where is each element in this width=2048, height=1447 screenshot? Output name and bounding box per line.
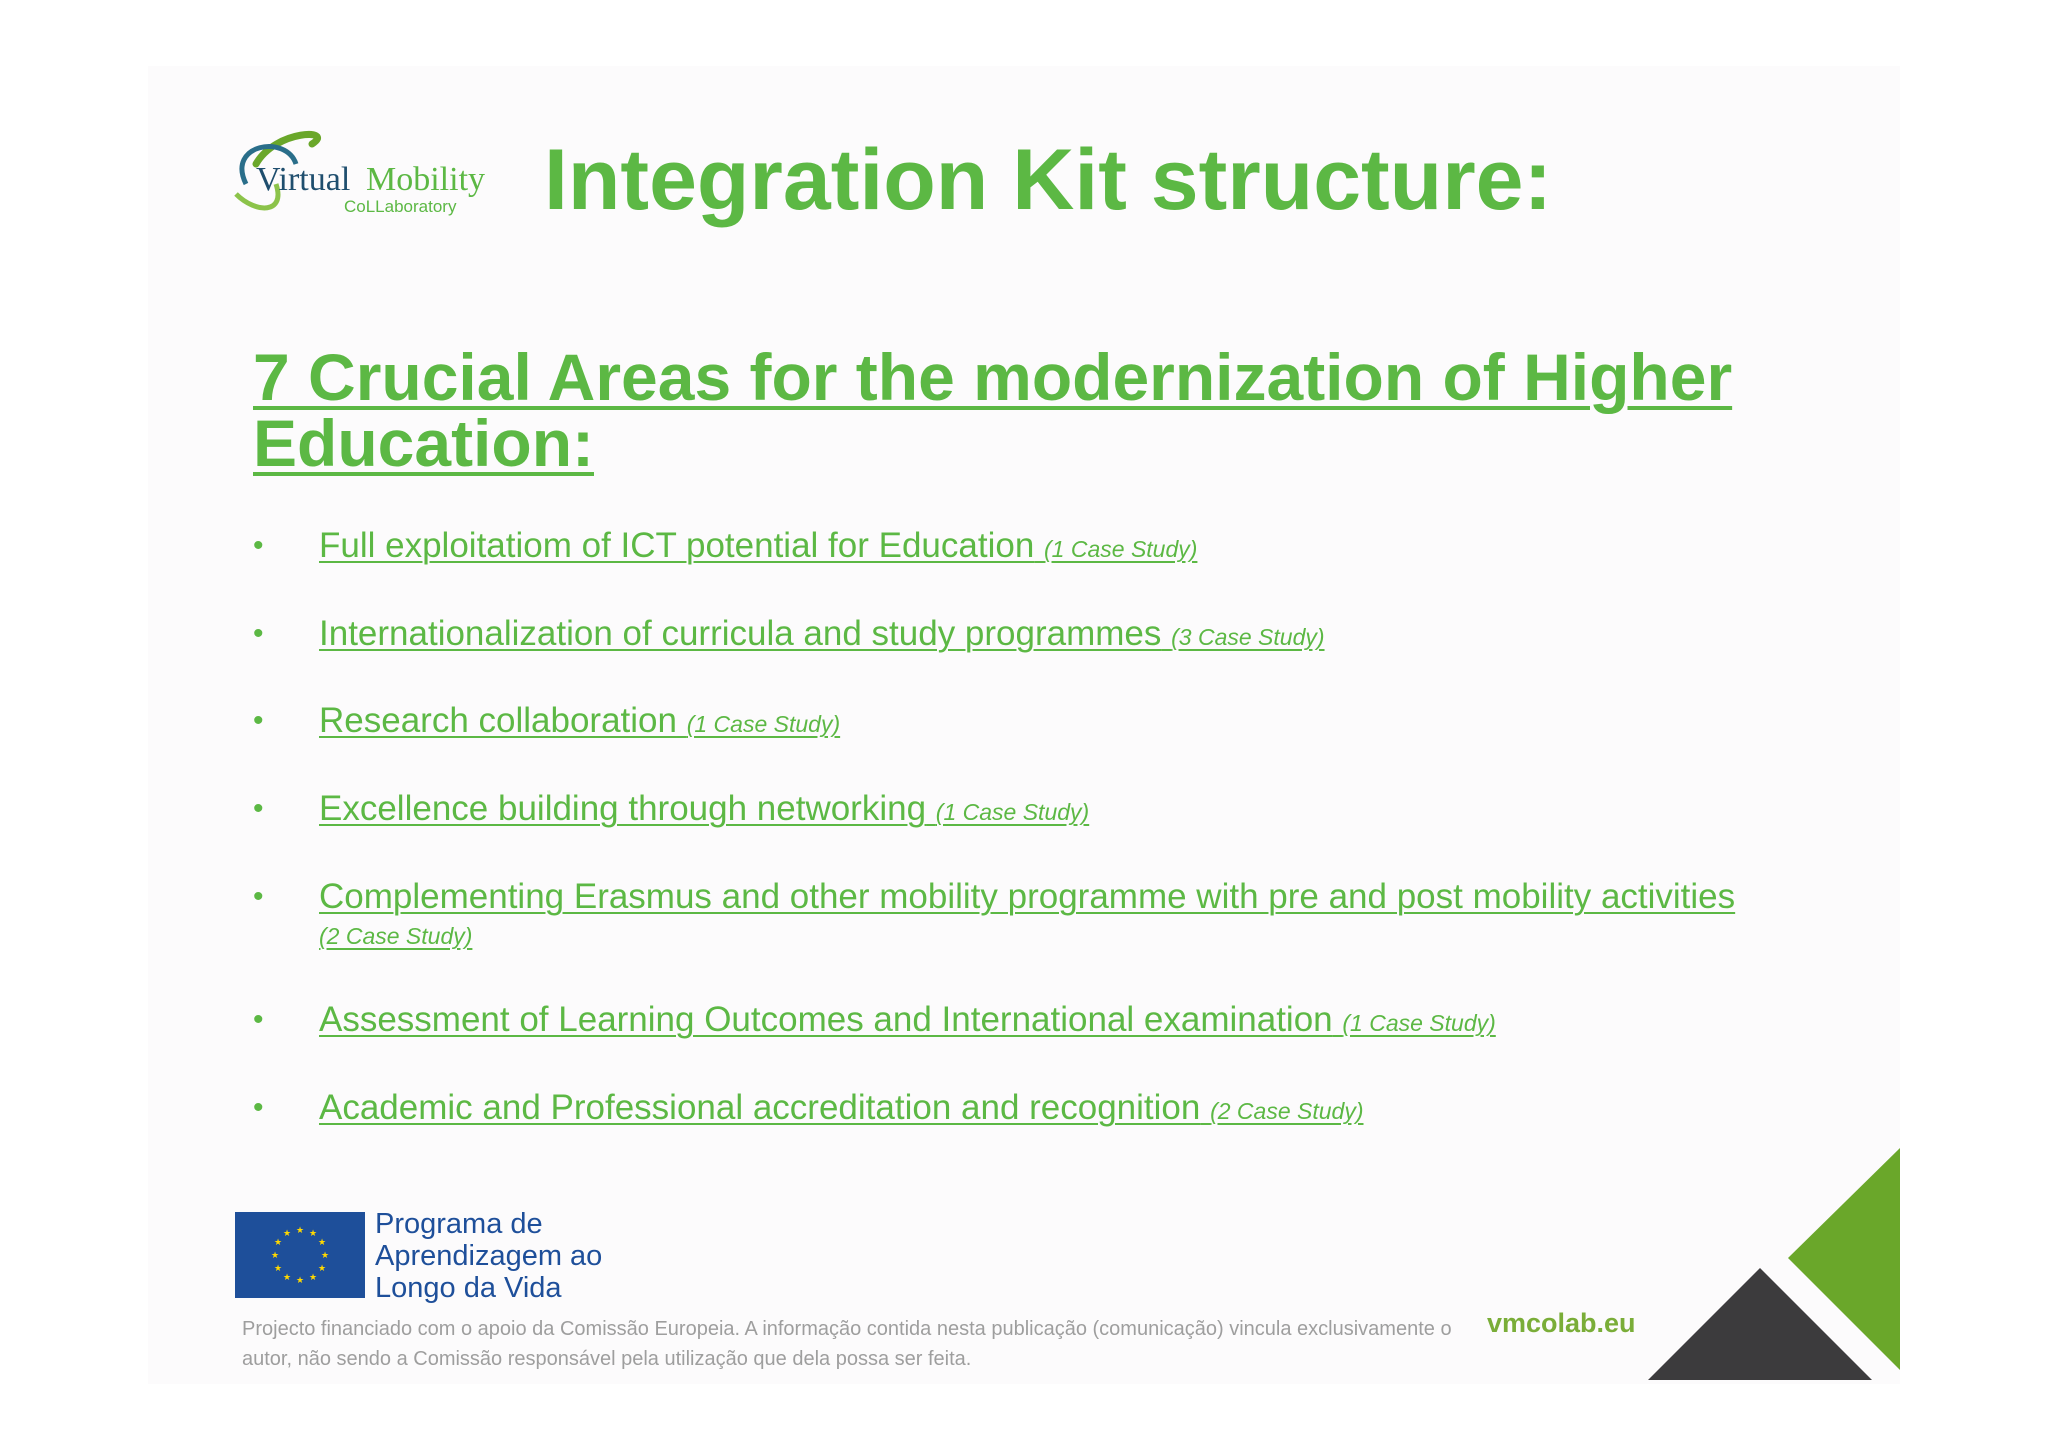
funding-disclaimer: Projecto financiado com o apoio da Comissão Europeia. A informação contida nesta publicação (comunicação) vincula exclusivamente o autor, não sendo a Comissão responsável pela utilização que dela possa ser feita. (242, 1318, 1452, 1370)
virtual-mobility-logo (216, 124, 522, 234)
svg-text:★: ★ (273, 1238, 283, 1248)
svg-text:★: ★ (270, 1251, 280, 1261)
section-heading: 7 Crucial Areas for the modernization of Higher Education: (253, 340, 1733, 480)
website-link[interactable]: vmcolab.eu (1487, 1308, 1636, 1338)
svg-text:★: ★ (317, 1264, 327, 1274)
eu-flag-icon (235, 1212, 365, 1298)
bullet: • (253, 792, 264, 825)
area-link[interactable]: Assessment of Learning Outcomes and International examination (1 Case Study) (319, 1000, 1496, 1039)
area-link[interactable]: Full exploitatiom of ICT potential for Education (1 Case Study) (319, 526, 1198, 565)
page-title: Integration Kit structure: (544, 132, 1553, 228)
svg-text:★: ★ (273, 1264, 283, 1274)
corner-triangles-decoration (1640, 1140, 1900, 1380)
area-link[interactable]: Academic and Professional accreditation and recognition (2 Case Study) (319, 1088, 1364, 1127)
svg-text:Virtual: Virtual (256, 161, 351, 198)
area-link[interactable]: Internationalization of curricula and study programmes (3 Case Study) (319, 614, 1325, 653)
area-link[interactable]: Research collaboration (1 Case Study) (319, 701, 841, 740)
svg-text:★: ★ (295, 1226, 305, 1236)
svg-text:★: ★ (317, 1238, 327, 1248)
bullet: • (253, 880, 264, 913)
svg-text:★: ★ (308, 1273, 318, 1283)
svg-text:★: ★ (282, 1273, 292, 1283)
bullet: • (253, 1003, 264, 1036)
bullet: • (253, 704, 264, 737)
svg-text:★: ★ (282, 1229, 292, 1239)
bullet: • (253, 1091, 264, 1124)
area-link[interactable]: Complementing Erasmus and other mobility programme with pre and post mobility activities (2 Case Study) (319, 877, 1736, 949)
svg-text:Mobility: Mobility (366, 161, 486, 198)
svg-text:CoLLaboratory: CoLLaboratory (344, 197, 457, 216)
bullet: • (253, 529, 264, 562)
svg-text:★: ★ (308, 1229, 318, 1239)
svg-text:★: ★ (320, 1251, 330, 1261)
bullet: • (253, 617, 264, 650)
area-link[interactable]: Excellence building through networking (1 Case Study) (319, 789, 1090, 828)
svg-text:★: ★ (295, 1276, 305, 1286)
eu-program-label: Programa de Aprendizagem ao Longo da Vida (375, 1208, 603, 1304)
